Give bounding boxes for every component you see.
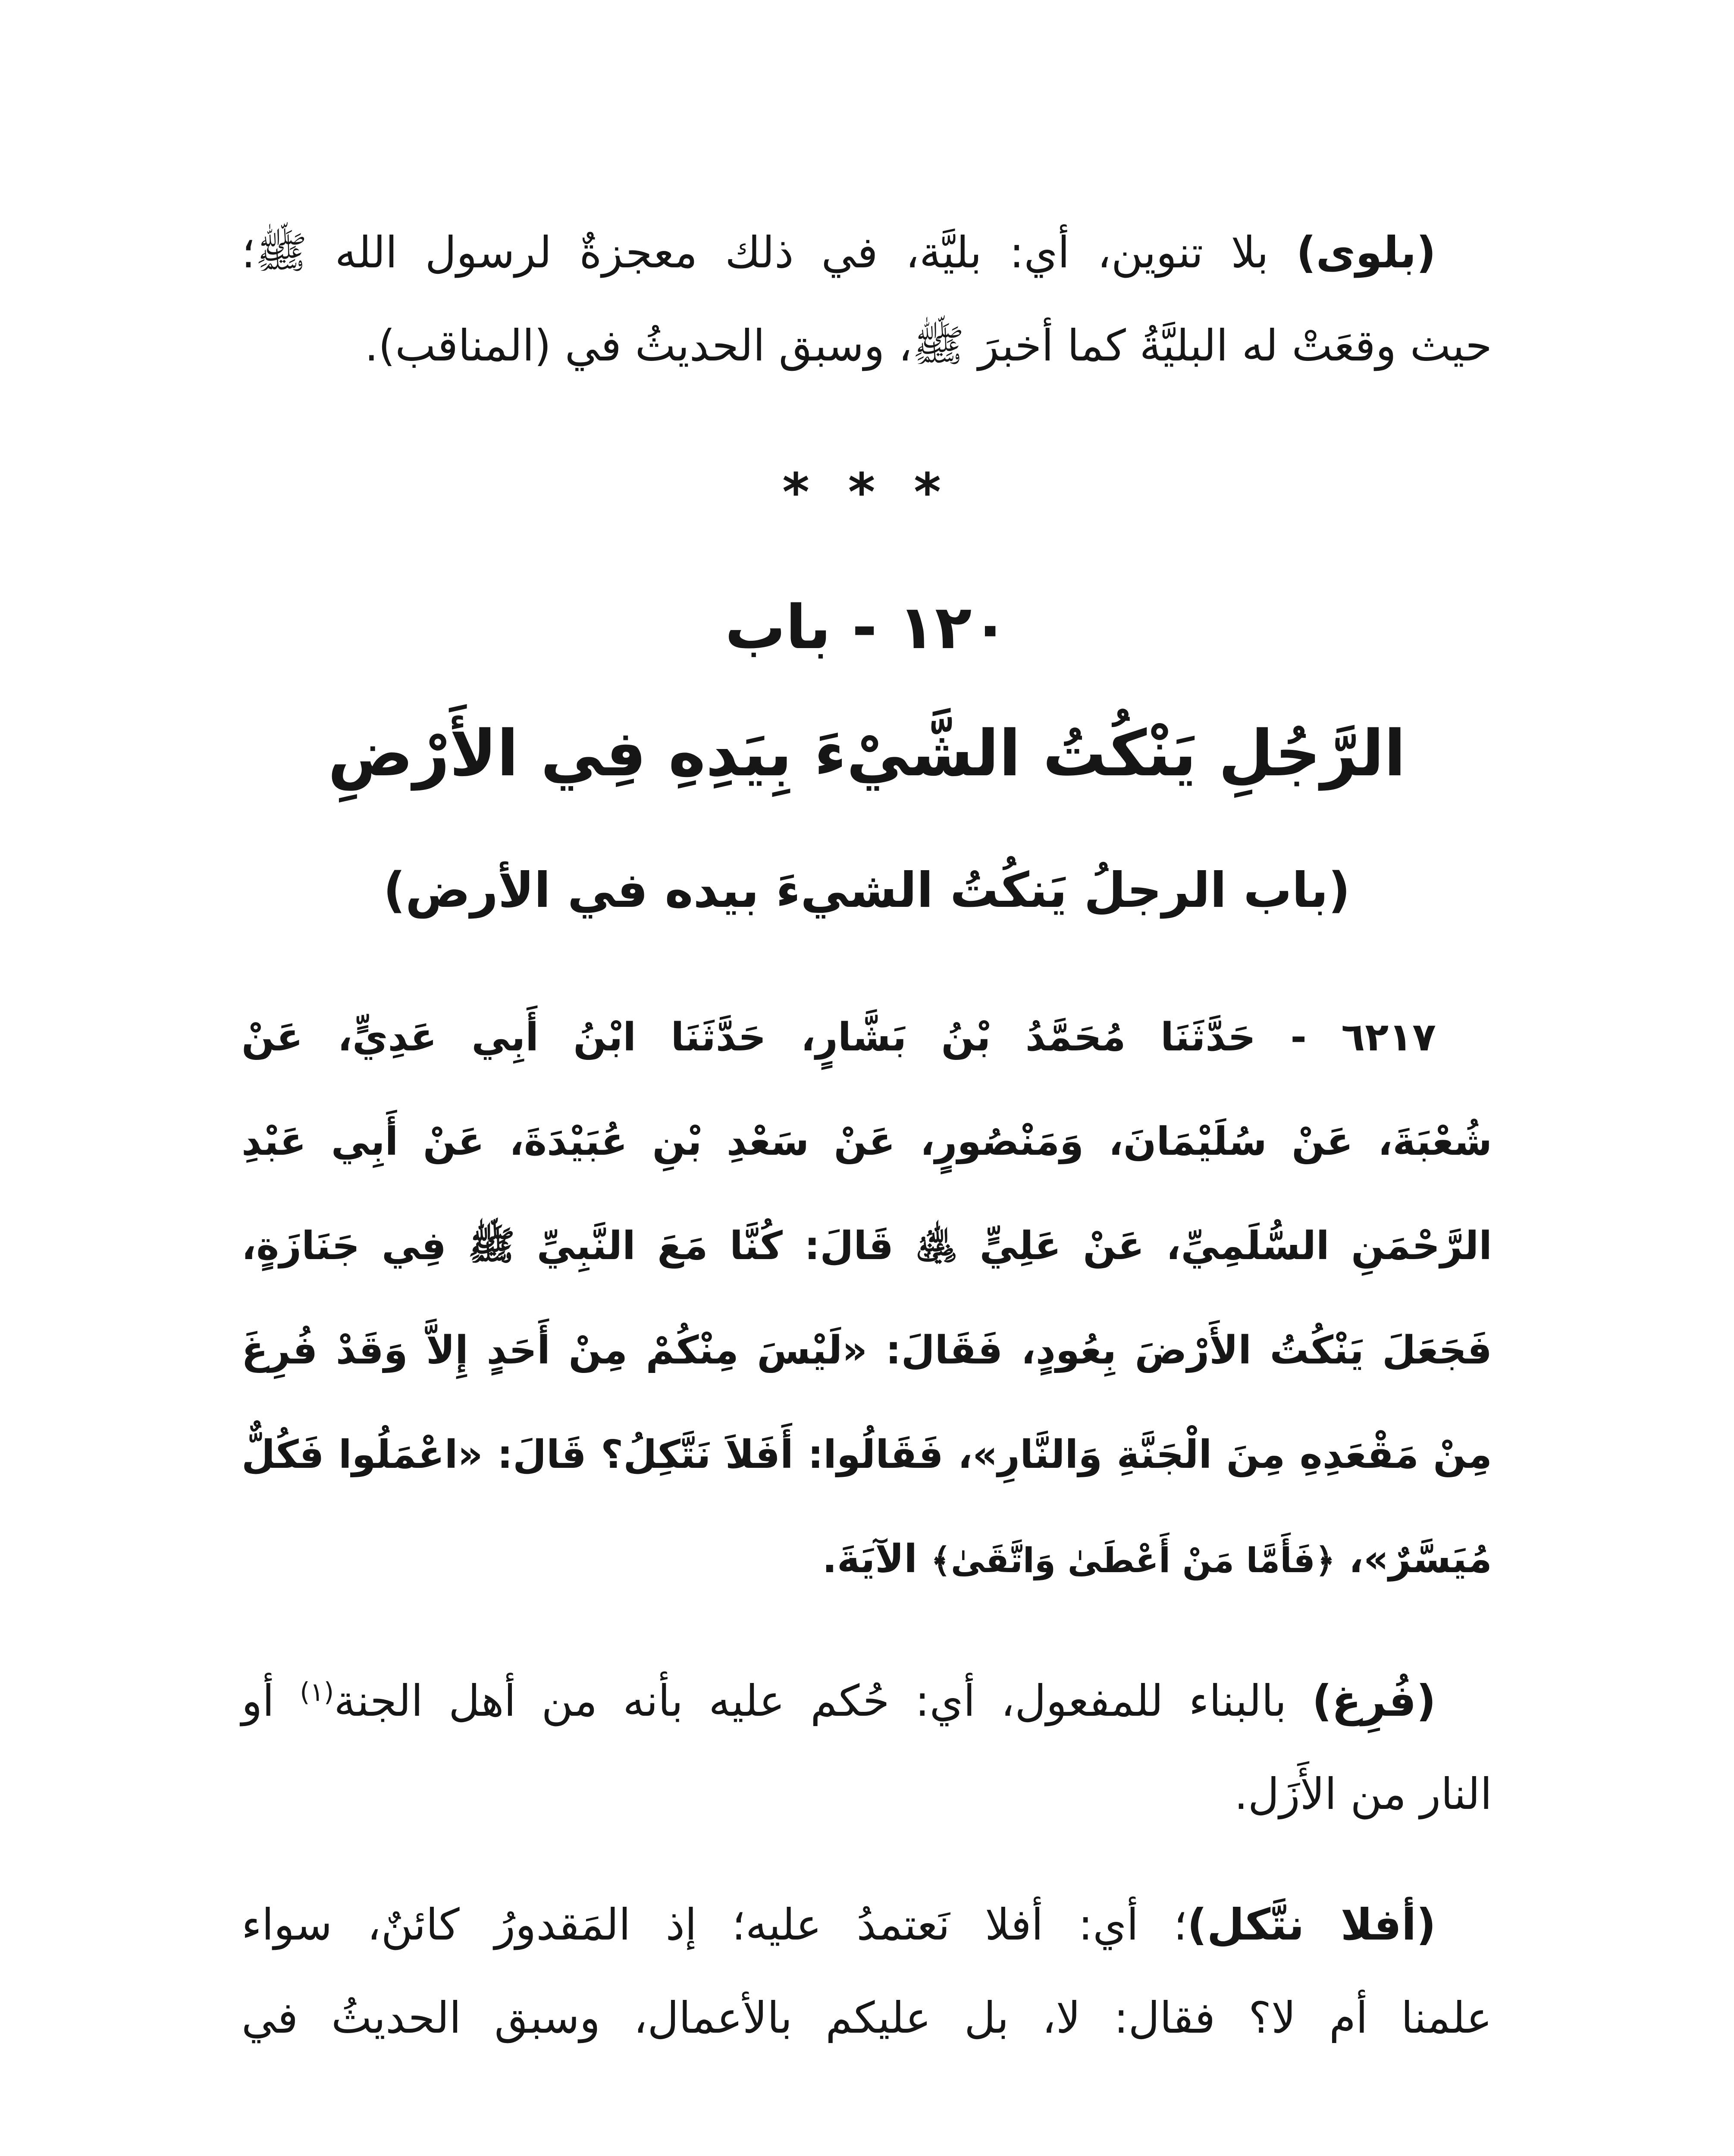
lemma-term: (بلوى) <box>1296 227 1436 278</box>
paragraph-line <box>241 1655 1492 1748</box>
chapter-heading-block <box>651 589 1082 667</box>
hadith-line <box>241 1507 1492 1613</box>
hadith-text <box>241 985 1492 1613</box>
intro-paragraph <box>241 206 1492 392</box>
chapter-title: الرَّجُلِ يَنْكُتُ الشَّيْءَ بِيَدِهِ فِي الأَرْضِ <box>328 717 1406 790</box>
section-separator: * * * <box>782 463 951 523</box>
lemma-term: (أفلا نتَّكل) <box>1187 1899 1436 1950</box>
hadith-line: شُعْبَةَ، عَنْ سُلَيْمَانَ، وَمَنْصُورٍ، عَنْ سَعْدِ بْنِ عُبَيْدَةَ، عَنْ أَبِي عَبْدِ <box>241 1119 1492 1164</box>
commentary-paragraph <box>241 1655 1492 1841</box>
chapter-number: ١٢٠ - باب <box>725 592 1009 663</box>
line-text: مُيَسَّرٌ»، <box>1335 1536 1492 1582</box>
hadith-line: مِنْ مَقْعَدِهِ مِنَ الْجَنَّةِ وَالنَّارِ»، فَقَالُوا: أَفَلاَ نَتَّكِلُ؟ قَالَ: «اعْمَلُوا فَكُلٌّ <box>241 1432 1492 1477</box>
paragraph-line: علمنا أم لا؟ فقال: لا، بل عليكم بالأعمال، وسبق الحديثُ في <box>241 1993 1492 2043</box>
line-text: الآيَةَ. <box>822 1536 931 1582</box>
chapter-title-block <box>328 702 1406 805</box>
hadith-line: فَجَعَلَ يَنْكُتُ الأَرْضَ بِعُودٍ، فَقَالَ: «لَيْسَ مِنْكُمْ مِنْ أَحَدٍ إِلاَّ وَقَدْ فُرِغَ <box>241 1328 1492 1373</box>
paragraph-line: النار من الأَزَل. <box>1234 1769 1492 1819</box>
hadith-line: ٦٢١٧ - حَدَّثَنَا مُحَمَّدُ بْنُ بَشَّارٍ، حَدَّثَنَا ابْنُ أَبِي عَدِيٍّ، عَنْ <box>241 1015 1436 1060</box>
paragraph-line: حيث وقعَتْ له البليَّةُ كما أخبرَ ﷺ، وسبق الحديثُ في (المناقب). <box>364 320 1492 371</box>
line-text: بالبناء للمفعول، أي: حُكم عليه بأنه من أهل الجنة <box>334 1676 1312 1726</box>
paragraph-line <box>241 206 1492 299</box>
footnote-reference: (١) <box>300 1677 334 1708</box>
line-text: ؛ أي: أفلا نَعتمدُ عليه؛ إذ المَقدورُ كائنٌ، سواء <box>241 1899 1188 1950</box>
line-text: أو <box>241 1676 300 1726</box>
chapter-subtitle: (باب الرجلُ يَنكُتُ الشيءَ بيده في الأرض) <box>383 862 1351 918</box>
paragraph-line <box>241 1878 1492 1971</box>
quran-verse: ﴿فَأَمَّا مَنْ أَعْطَىٰ وَاتَّقَىٰ﴾ <box>931 1540 1336 1580</box>
chapter-subtitle-block <box>371 847 1363 934</box>
lemma-term: (فُرِغ) <box>1312 1676 1436 1726</box>
hadith-line: الرَّحْمَنِ السُّلَمِيِّ، عَنْ عَلِيٍّ ﵁ قَالَ: كُنَّا مَعَ النَّبِيِّ ﷺ فِي جَنَازَةٍ، <box>241 1223 1492 1269</box>
line-text: بلا تنوين، أي: بليَّة، في ذلك معجزةٌ لرسول الله ﷺ؛ <box>241 227 1296 278</box>
commentary-paragraph <box>241 1878 1492 2065</box>
